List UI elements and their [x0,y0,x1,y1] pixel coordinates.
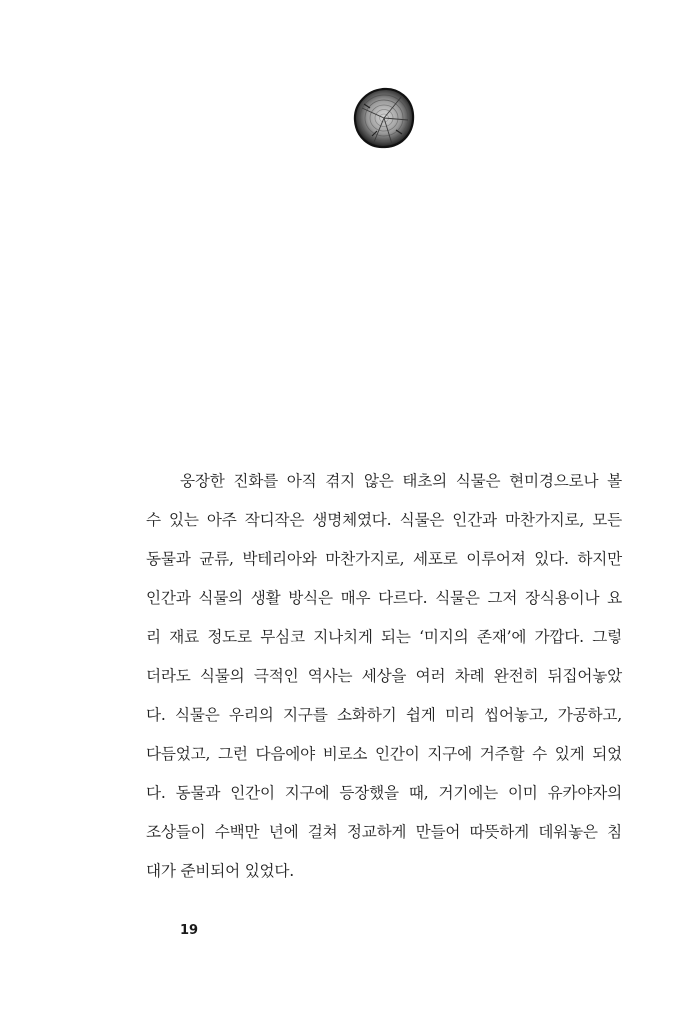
tree-ring-cross-section-icon [352,86,416,150]
body-line: 웅장한 진화를 아직 겪지 않은 태초의 식물은 현미경으로나 볼 [180,472,622,490]
body-line: 리 재료 정도로 무심코 지나치게 되는 ‘미지의 존재’에 가깝다. 그렇 [146,628,622,646]
body-line: 대가 준비되어 있었다. [146,862,295,880]
body-line: 수 있는 아주 작디작은 생명체였다. 식물은 인간과 마찬가지로, 모든 [146,511,622,529]
body-line: 조상들이 수백만 년에 걸쳐 정교하게 만들어 따뜻하게 데워놓은 침 [146,823,622,841]
body-line: 다듬었고, 그런 다음에야 비로소 인간이 지구에 거주할 수 있게 되었 [146,745,622,763]
body-line: 더라도 식물의 극적인 역사는 세상을 여러 차례 완전히 뒤집어놓았 [146,667,622,685]
body-line: 다. 동물과 인간이 지구에 등장했을 때, 거기에는 이미 유카야자의 [146,784,622,802]
body-line: 다. 식물은 우리의 지구를 소화하기 쉽게 미리 씹어놓고, 가공하고, [146,706,622,724]
body-line: 동물과 균류, 박테리아와 마찬가지로, 세포로 이루어져 있다. 하지만 [146,550,622,568]
tree-ring-graphic [352,86,416,150]
body-line: 인간과 식물의 생활 방식은 매우 다르다. 식물은 그저 장식용이나 요 [146,589,622,607]
body-paragraph [146,462,622,891]
page-number: 19 [180,923,199,938]
